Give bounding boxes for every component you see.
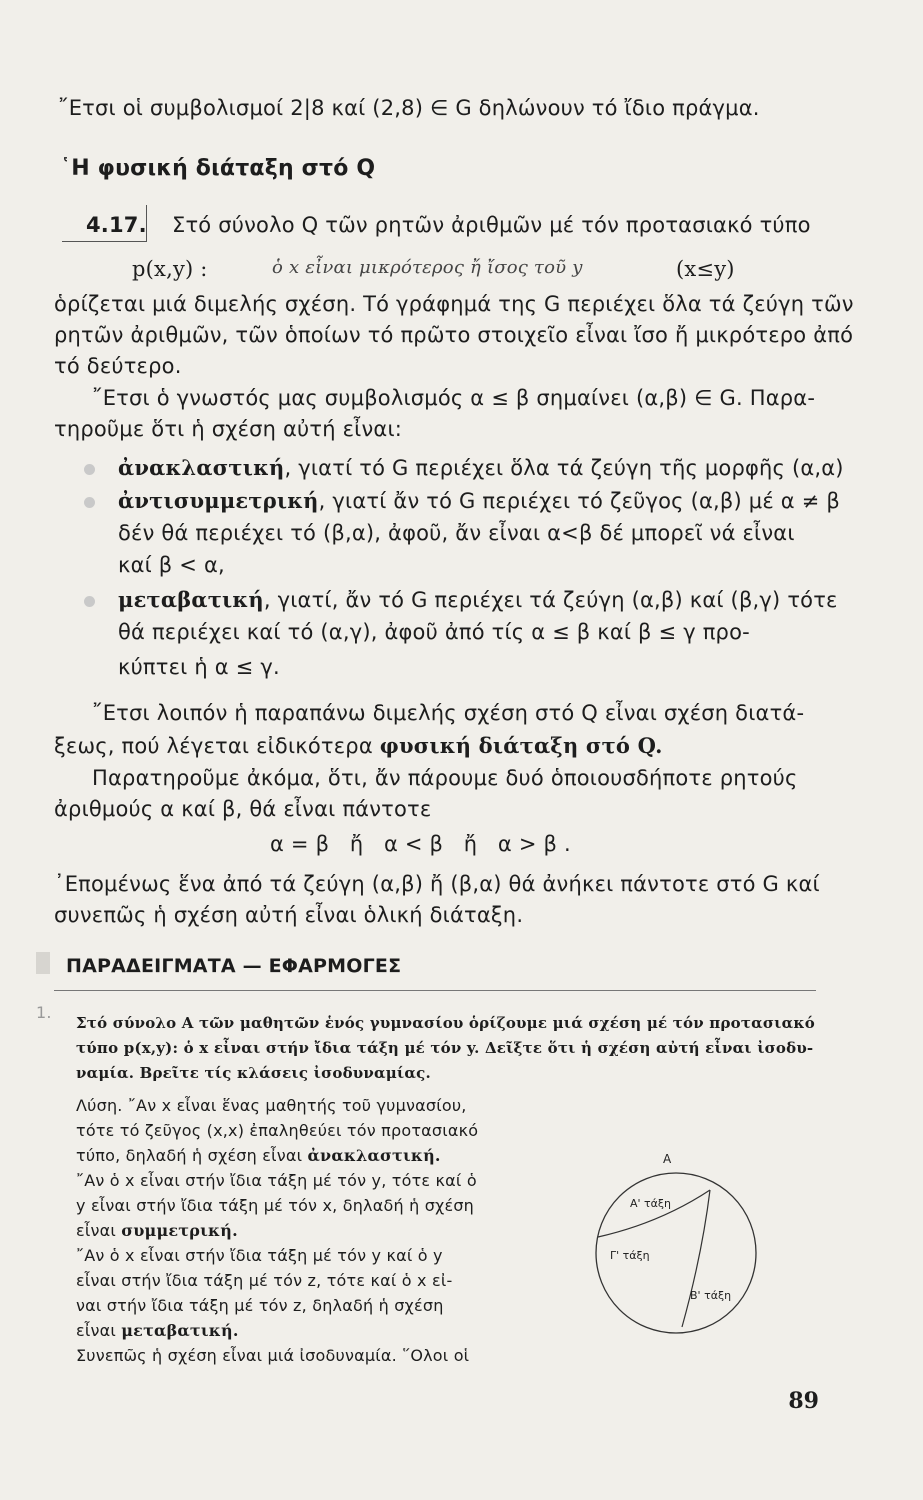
property-transitive-name: μεταβατική xyxy=(118,587,264,612)
diagram-set-label: A xyxy=(663,1152,672,1166)
example-line-1: Στό σύνολο Α τῶν μαθητῶν ἑνός γυμνασίου ὁρίζουμε μιά σχέση μέ τόν προτασιακό xyxy=(76,1014,815,1032)
property-reflexive-name: ἀνακλαστική xyxy=(118,455,285,480)
example-number: 1. xyxy=(36,1003,52,1022)
examples-divider xyxy=(54,990,816,991)
property-antisymmetric-line-2: δέν θά περιέχει τό (β,α), ἀφοῦ, ἄν εἶναι α<β δέ μπορεῖ νά εἶναι xyxy=(118,521,795,545)
bullet-antisymmetric xyxy=(84,497,95,508)
class-label-c: Γ' τάξη xyxy=(610,1249,650,1262)
paragraph-4-line-1: ᾽Επομένως ἕνα ἀπό τά ζεύγη (α,β) ἤ (β,α) θά ἀνήκει πάντοτε στό G καί xyxy=(54,872,820,896)
formula-description: ὁ x εἶναι μικρότερος ἤ ἴσος τοῦ y xyxy=(272,257,583,278)
property-antisymmetric-text: , γιατί ἄν τό G περιέχει τό ζεῦγος (α,β) μέ α ≠ β xyxy=(318,489,840,513)
page-number: 89 xyxy=(788,1388,819,1414)
formula-predicate: p(x,y) : xyxy=(132,257,208,281)
transitive-term: μεταβατική. xyxy=(121,1321,239,1340)
intro-line: ῎Ετσι οἱ συμβολισμοί 2|8 καί (2,8) ∈ G δηλώνουν τό ἴδιο πράγμα. xyxy=(58,96,760,120)
symmetric-term: συμμετρική. xyxy=(121,1221,238,1240)
section-line-4: ρητῶν ἀριθμῶν, τῶν ὁποίων τό πρῶτο στοιχεῖο εἶναι ἴσο ἤ μικρότερο ἀπό xyxy=(54,323,854,347)
paragraph-4-line-2: συνεπῶς ἡ σχέση αὐτή εἶναι ὁλική διάταξη. xyxy=(54,903,524,927)
trichotomy-formula: α = β ἤ α < β ἤ α > β . xyxy=(270,832,571,856)
paragraph-2-line-1: ῎Ετσι λοιπόν ἡ παραπάνω διμελής σχέση στό Q εἶναι σχέση διατά- xyxy=(92,701,805,725)
solution-line-7: ῎Αν ὁ x εἶναι στήν ἴδια τάξη μέ τόν y καί ὁ y xyxy=(76,1246,443,1265)
solution-line-3-text: τύπο, δηλαδή ἡ σχέση εἶναι xyxy=(76,1146,308,1165)
section-line-1: Στό σύνολο Q τῶν ρητῶν ἀριθμῶν μέ τόν προτασιακό τύπο xyxy=(172,213,811,237)
heading-marker xyxy=(36,952,50,974)
paragraph-3-line-2: ἀριθμούς α καί β, θά εἶναι πάντοτε xyxy=(54,797,432,821)
property-reflexive xyxy=(118,455,844,480)
solution-line-3 xyxy=(76,1146,441,1165)
solution-line-6-text: εἶναι xyxy=(76,1221,122,1240)
class-label-b: Β' τάξη xyxy=(690,1289,732,1302)
paragraph-2-text: ξεως, πού λέγεται εἰδικότερα xyxy=(54,734,380,758)
property-transitive-text: , γιατί, ἄν τό G περιέχει τά ζεύγη (α,β) καί (β,γ) τότε xyxy=(263,588,838,612)
reflexive-term: ἀνακλαστική. xyxy=(307,1146,441,1165)
solution-line-4: ῎Αν ὁ x εἶναι στήν ἴδια τάξη μέ τόν y, τότε καί ὁ xyxy=(76,1171,477,1190)
example-line-2: τύπο p(x,y): ὁ x εἶναι στήν ἴδια τάξη μέ τόν y. Δεῖξτε ὅτι ἡ σχέση αὐτή εἶναι ἰσοδυ- xyxy=(76,1039,814,1057)
solution-line-11: Συνεπῶς ἡ σχέση εἶναι μιά ἰσοδυναμία. ῞Ολοι οἱ xyxy=(76,1346,470,1365)
section-line-6: ῎Ετσι ὁ γνωστός μας συμβολισμός α ≤ β σημαίνει (α,β) ∈ G. Παρα- xyxy=(92,386,816,410)
solution-line-2: τότε τό ζεῦγος (x,x) ἐπαληθεύει τόν προτασιακό xyxy=(76,1121,479,1140)
section-line-3: ὁρίζεται μιά διμελής σχέση. Τό γράφημά της G περιέχει ὅλα τά ζεύγη τῶν xyxy=(54,292,854,316)
bullet-reflexive xyxy=(84,464,95,475)
natural-order-term: φυσική διάταξη στό Q. xyxy=(379,733,663,758)
section-line-7: τηροῦμε ὅτι ἡ σχέση αὐτή εἶναι: xyxy=(54,417,403,441)
paragraph-3-line-1: Παρατηροῦμε ἀκόμα, ὅτι, ἄν πάρουμε δυό ὁποιουσδήποτε ρητούς xyxy=(92,766,798,790)
paragraph-2-line-2 xyxy=(54,733,663,758)
section-heading: ῾Η φυσική διάταξη στό Q xyxy=(60,156,376,181)
solution-line-10 xyxy=(76,1321,239,1340)
bullet-transitive xyxy=(84,596,95,607)
solution-line-9: ναι στήν ἴδια τάξη μέ τόν z, δηλαδή ἡ σχέση xyxy=(76,1296,444,1315)
property-transitive-line-3: κύπτει ἡ α ≤ γ. xyxy=(118,655,280,679)
property-antisymmetric-line-3: καί β < α, xyxy=(118,553,225,577)
solution-line-1: Λύση. ῎Αν x εἶναι ἕνας μαθητής τοῦ γυμνασίου, xyxy=(76,1096,467,1115)
example-line-3: ναμία. Βρεῖτε τίς κλάσεις ἰσοδυναμίας. xyxy=(76,1064,431,1082)
partition-line-2 xyxy=(682,1190,710,1327)
section-number: 4.17. xyxy=(86,213,147,237)
class-diagram xyxy=(590,1135,780,1365)
property-antisymmetric xyxy=(118,488,840,513)
solution-line-5: y εἶναι στήν ἴδια τάξη μέ τόν x, δηλαδή ἡ σχέση xyxy=(76,1196,475,1215)
examples-heading: ΠΑΡΑΔΕΙΓΜΑΤΑ — ΕΦΑΡΜΟΓΕΣ xyxy=(66,955,402,977)
class-label-a: Α' τάξη xyxy=(630,1197,672,1210)
section-line-5: τό δεύτερο. xyxy=(54,354,182,378)
solution-line-6 xyxy=(76,1221,238,1240)
property-transitive xyxy=(118,587,838,612)
solution-line-10-text: εἶναι xyxy=(76,1321,122,1340)
solution-line-8: εἶναι στήν ἴδια τάξη μέ τόν z, τότε καί ὁ x εἰ- xyxy=(76,1271,453,1290)
property-transitive-line-2: θά περιέχει καί τό (α,γ), ἀφοῦ ἀπό τίς α ≤ β καί β ≤ γ προ- xyxy=(118,620,750,644)
formula-inequality: (x≤y) xyxy=(676,257,735,281)
property-reflexive-text: , γιατί τό G περιέχει ὅλα τά ζεύγη τῆς μορφῆς (α,α) xyxy=(284,456,844,480)
property-antisymmetric-name: ἀντισυμμετρική xyxy=(118,488,319,513)
